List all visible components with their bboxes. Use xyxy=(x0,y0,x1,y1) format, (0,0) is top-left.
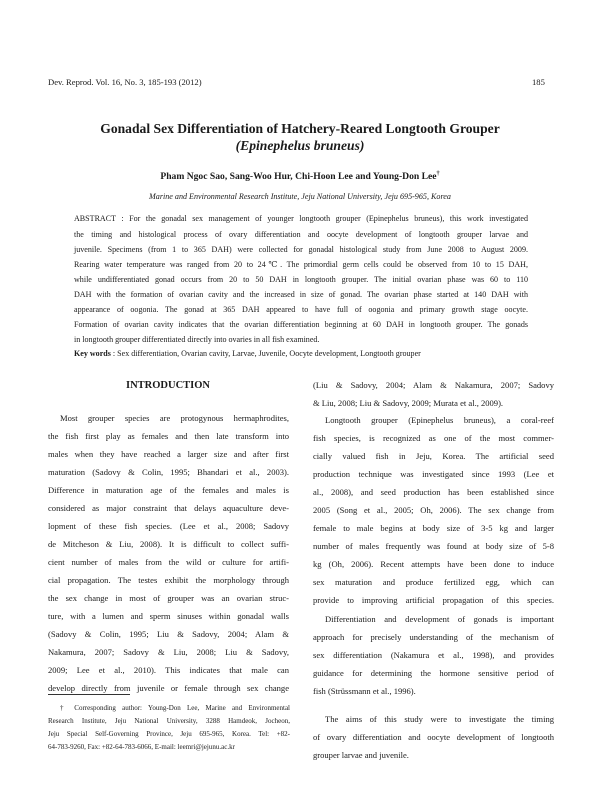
abstract-line: Formation of ovarian cavity indicates that the ovarian differentiation beginning at 60 DAH in longtooth grouper. The gonads xyxy=(74,320,528,329)
body-line: cial propagation. The testes exhibit the morphology through xyxy=(48,575,289,585)
keywords xyxy=(74,349,421,358)
body-line: considered as major constraint that delays aquaculture deve- xyxy=(48,503,289,513)
body-line: ture, with a lumen and sperm sinuses within gonadal walls xyxy=(48,611,289,621)
body-line: al., 2008), and seed production has been established since xyxy=(313,487,554,497)
body-line: The aims of this study were to investigate the timing xyxy=(325,714,554,724)
corresponding-author-mark: † xyxy=(436,170,440,177)
body-line: (Sadovy & Colin, 1995; Liu & Sadovy, 2004; Alam & xyxy=(48,629,289,639)
body-line: of ovary differentiation and oocyte development of longtooth xyxy=(313,732,554,742)
footnote-rule xyxy=(48,694,130,695)
body-line: approach for precisely understanding of the mechanism of xyxy=(313,632,554,642)
abstract-line: ABSTRACT : For the gonadal sex management of younger longtooth grouper (Epinephelus bruneus), this work investigated xyxy=(74,214,528,223)
journal-citation: Dev. Reprod. Vol. 16, No. 3, 185-193 (2012) xyxy=(48,77,202,87)
body-line: grouper larvae and juvenile. xyxy=(313,750,409,760)
abstract-line: Rearing water temperature was ranged from 20 to 24℃. The primordial germ cells could be observed from 10 to 15 DAH, xyxy=(74,260,528,269)
body-line: (Liu & Sadovy, 2004; Alam & Nakamura, 2007; Sadovy xyxy=(313,380,554,390)
body-line: & Liu, 2008; Liu & Sadovy, 2009; Murata et al., 2009). xyxy=(313,398,504,408)
body-line: sex maturation and produce fertilized egg, which can xyxy=(313,577,554,587)
footnote-line: 64-783-9260, Fax: +82-64-783-6066, E-mail: leemri@jejunu.ac.kr xyxy=(48,743,235,751)
body-line: Longtooth grouper (Epinephelus bruneus), a coral-reef xyxy=(325,415,554,425)
body-line: female to male begins at body size of 3-5 kg and larger xyxy=(313,523,554,533)
body-line: maturation (Sadovy & Colin, 1995; Bhandari et al., 2003). xyxy=(48,467,289,477)
section-heading-introduction: INTRODUCTION xyxy=(125,380,210,391)
affiliation: Marine and Environmental Research Institute, Jeju National University, Jeju 695-965, Korea xyxy=(149,192,451,201)
abstract-line: the timing and histological process of ovary differentiation and oocyte development of longtooth grouper larvae and xyxy=(74,230,528,239)
footnote-line: Research Institute, Jeju National University, 3288 Hamdeok, Jocheon, xyxy=(48,717,290,725)
body-line: de Mitcheson & Liu, 2008). It is difficult to collect suffi- xyxy=(48,539,289,549)
keywords-text: : Sex differentiation, Ovarian cavity, Larvae, Juvenile, Oocyte development, Longtooth grouper xyxy=(112,349,421,358)
body-line: guidance for determining the hormone sensitive period of xyxy=(313,668,554,678)
body-line: kg (Oh, 2006). Recent attempts have been done to induce xyxy=(313,559,554,569)
body-line: Difference in maturation age of the females and males is xyxy=(48,485,289,495)
body-line: the sex change in most of grouper was an ovarian struc- xyxy=(48,593,289,603)
footnote-line: Jeju Special Self-Governing Province, Jeju 695-965, Korea. Tel: +82- xyxy=(48,730,290,738)
body-line: Nakamura, 2007; Sadovy & Liu, 2008; Liu & Sadovy, xyxy=(48,647,289,657)
body-line: develop directly from juvenile or female through sex change xyxy=(48,683,289,693)
body-line: cient number of males from the wild or culture for artifi- xyxy=(48,557,289,567)
abstract-line: while undifferentiated gonad occurs from 20 to 50 DAH in longtooth grouper. The initial ovarian phase was 60 to 110 xyxy=(74,275,528,284)
body-line: cially valued fish in Jeju, Korea. The artificial seed xyxy=(313,451,554,461)
body-line: the fish first play as females and then late transform into xyxy=(48,431,289,441)
body-line: lopment of these fish species. (Lee et al., 2008; Sadovy xyxy=(48,521,289,531)
body-line: 2005 (Song et al., 2005; Oh, 2006). The sex change from xyxy=(313,505,554,515)
body-line: fish species, is recognized as one of the most commer- xyxy=(313,433,554,443)
body-line: males when they have reached a larger size and after first xyxy=(48,449,289,459)
page-number: 185 xyxy=(532,77,545,87)
body-line: provide to improving artificial propagation of this species. xyxy=(313,595,554,605)
body-line: Most grouper species are protogynous hermaphrodites, xyxy=(60,413,289,423)
abstract-line: DAH with the formation of ovarian cavity and the increased in size of gonad. The ovarian phase started at 140 DAH with xyxy=(74,290,528,299)
abstract-line: juvenile. Specimens (from 1 to 365 DAH) were collected for gonadal histological study from June 2008 to August 2009. xyxy=(74,245,528,254)
body-line: production technique was investigated since 1993 (Lee et xyxy=(313,469,554,479)
body-line: sex differentiation (Nakamura et al., 1998), and provides xyxy=(313,650,554,660)
body-line: number of males frequently was found at body size of 5-8 xyxy=(313,541,554,551)
paper-title-line-2: (Epinephelus bruneus) xyxy=(235,138,365,153)
keywords-label: Key words xyxy=(74,349,111,358)
author-names: Pham Ngoc Sao, Sang-Woo Hur, Chi-Hoon Lee and Young-Don Lee xyxy=(160,171,437,183)
author-list xyxy=(30,170,570,182)
abstract-line: in longtooth grouper differentiated directly into ovaries in all fish examined. xyxy=(74,335,320,344)
abstract-line: appearance of oogonia. The gonad at 365 DAH appeared to have full of oogonia and primary growth stage oocyte. xyxy=(74,305,528,314)
paper-title-line-1: Gonadal Sex Differentiation of Hatchery-Reared Longtooth Grouper xyxy=(100,121,500,136)
body-line: Differentiation and development of gonads is important xyxy=(325,614,554,624)
footnote-line: † Corresponding author: Young-Don Lee, Marine and Environmental xyxy=(60,704,290,712)
body-line: 2009; Lee et al., 2010). This indicates that male can xyxy=(48,665,289,675)
body-line: fish (Strüssmann et al., 1996). xyxy=(313,686,416,696)
